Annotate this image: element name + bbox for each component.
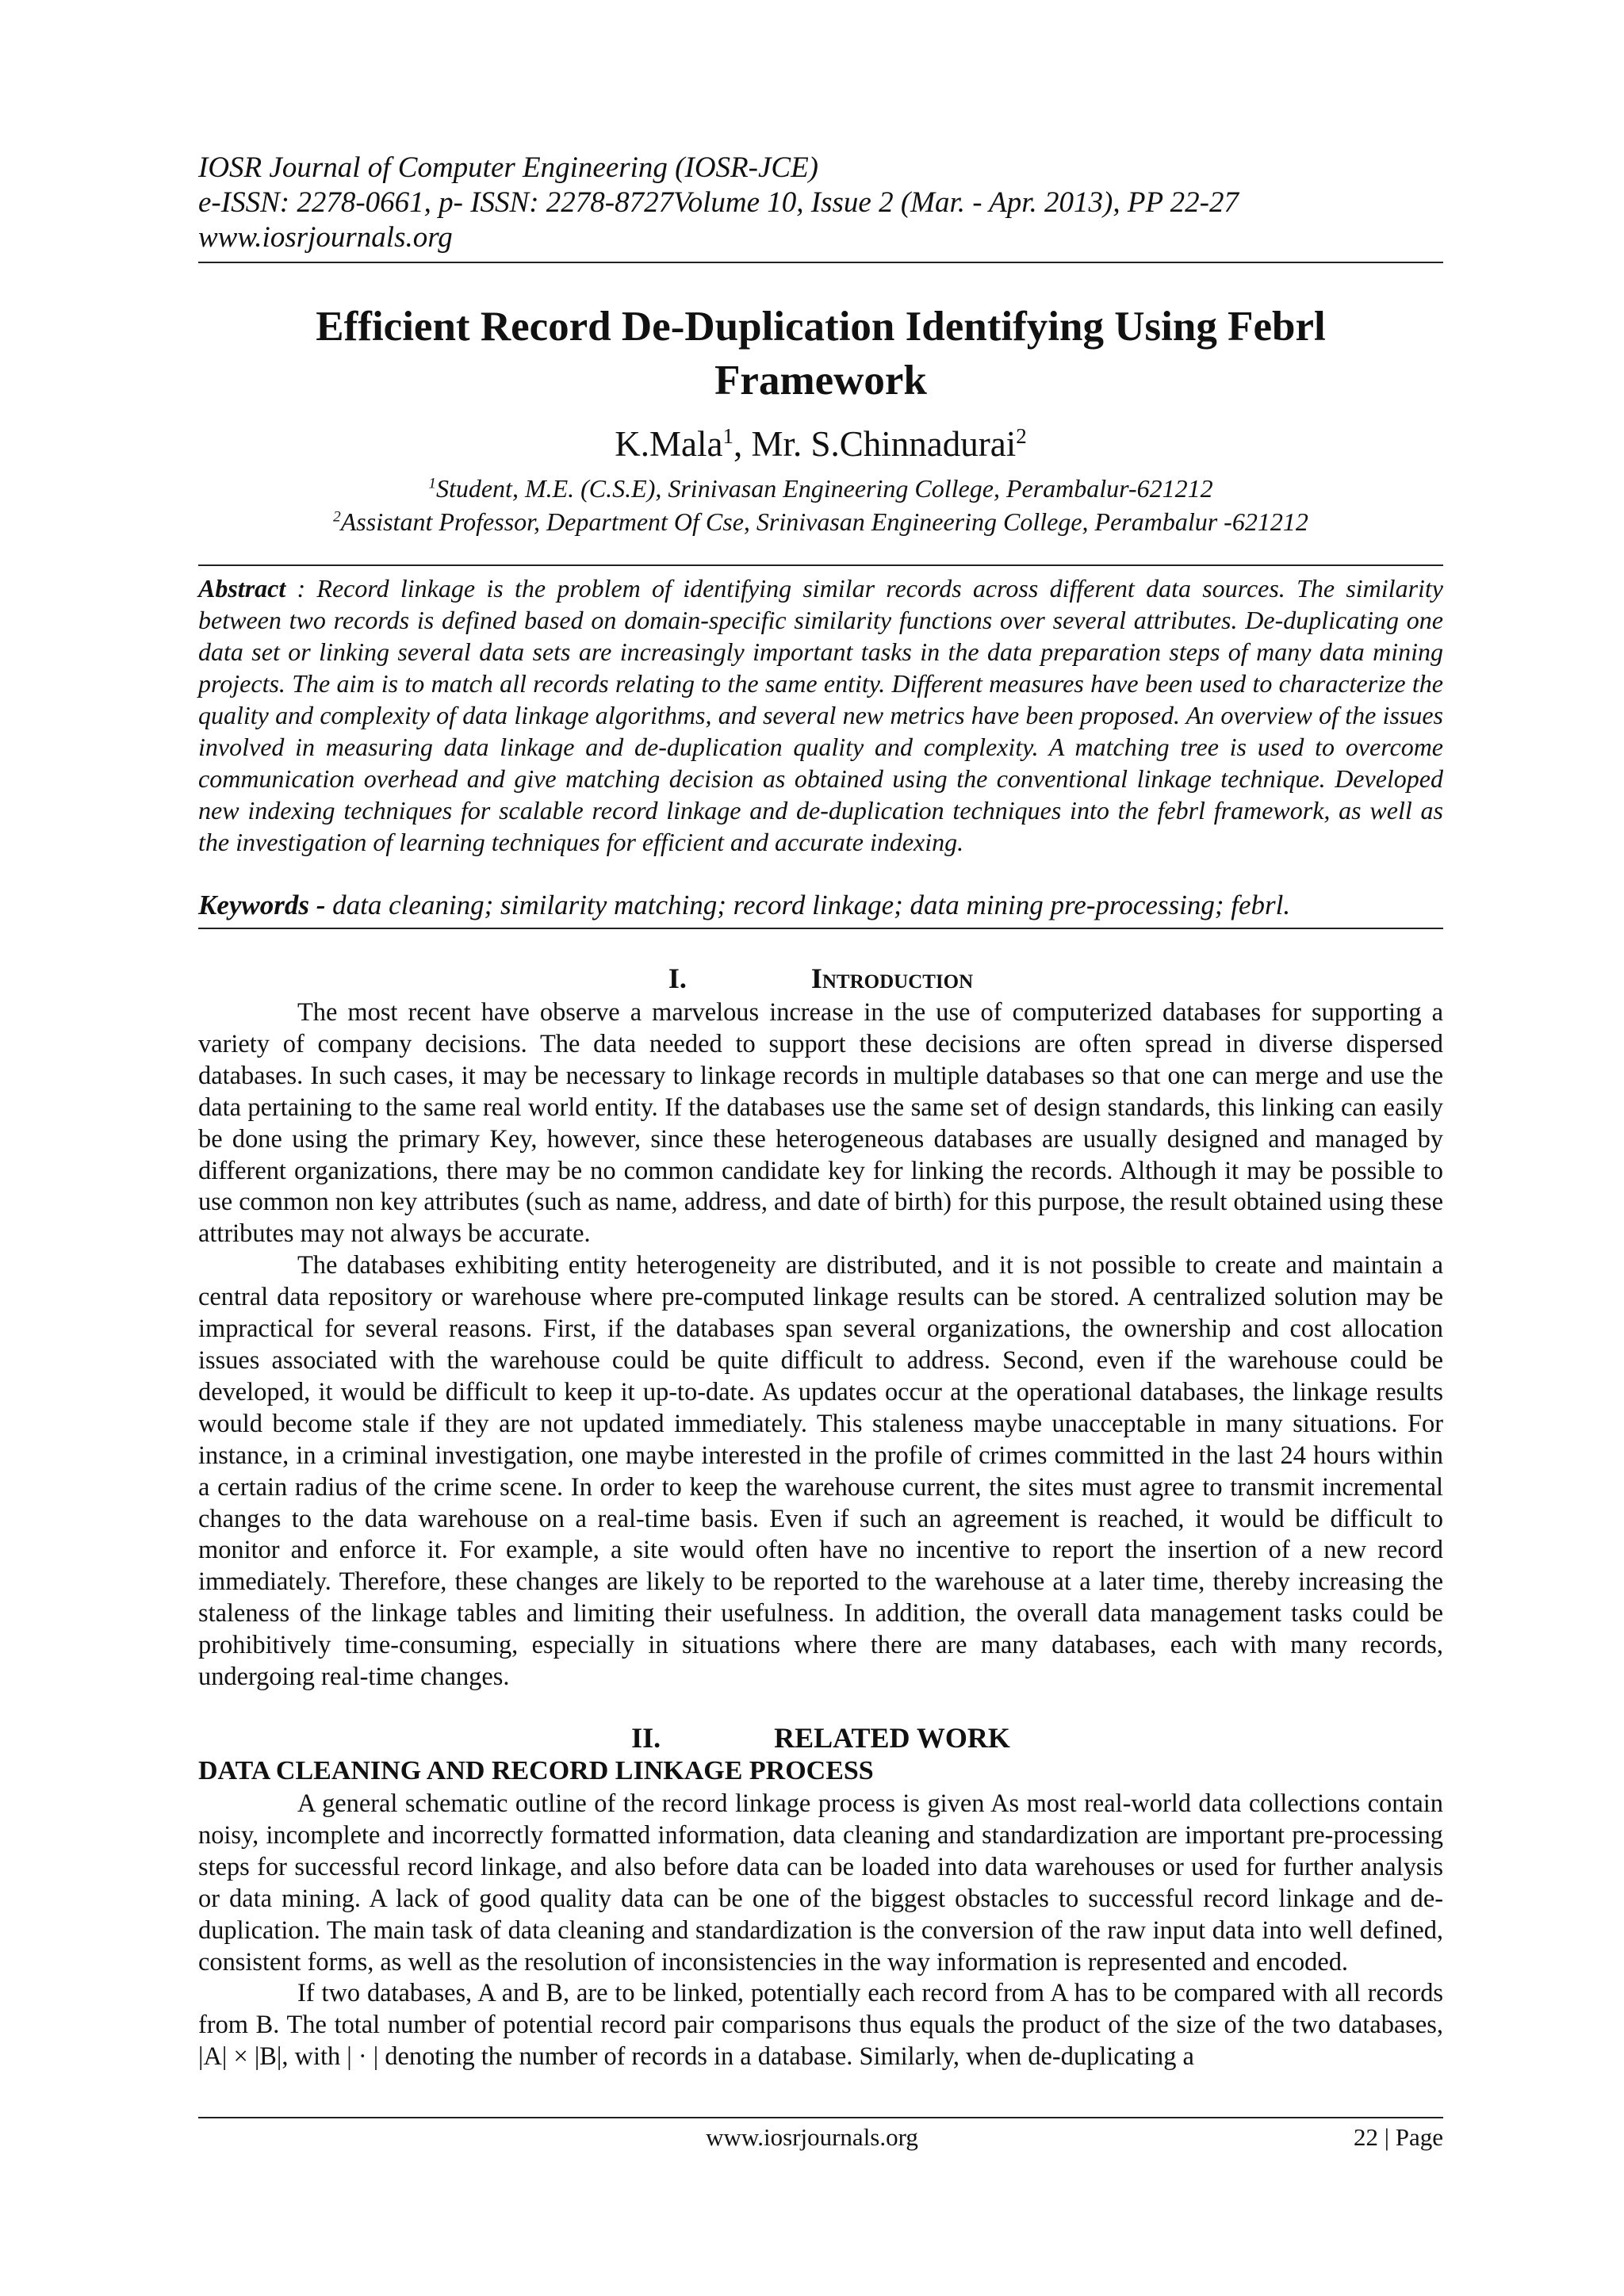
journal-issn: e-ISSN: 2278-0661, p- ISSN: 2278-8727Volume 10, Issue 2 (Mar. - Apr. 2013), PP 22-27 [198, 186, 1239, 219]
paper-title [198, 300, 1443, 408]
abstract-text: Record linkage is the problem of identifying similar records across different data sources. The similarity between two records is defined based on domain-specific similarity functions over several attributes. De-duplicating one data set or linking several data sets are increasingly important tasks in the data preparation steps of many data mining projects. The aim is to match all records relating to the same entity. Different measures have been used to characterize the quality and complexity of data linkage algorithms, and several new metrics have been proposed. An overview of the issues involved in measuring data linkage and de-duplication quality and complexity. A matching tree is used to overcome communication overhead and give matching decision as obtained using the conventional linkage technique. Developed new indexing techniques for scalable record linkage and de-duplication techniques into the febrl framework, as well as the investigation of learning techniques for efficient and accurate indexing. [198, 574, 1444, 856]
footer-website: www.iosrjournals.org [706, 2123, 918, 2151]
section-title: Introduction [810, 962, 974, 994]
journal-website: www.iosrjournals.org [198, 221, 453, 254]
abstract-label: Abstract [198, 574, 286, 603]
header-rule [198, 262, 1443, 263]
journal-name: IOSR Journal of Computer Engineering (IOSR-JCE) [198, 151, 818, 184]
author-affil-mark: 2 [1016, 424, 1027, 448]
author-name: K.Mala [615, 424, 723, 464]
abstract [198, 572, 1443, 858]
author-list [198, 422, 1443, 466]
related-work-body [198, 1789, 1443, 2073]
paragraph: The databases exhibiting entity heterogeneity are distributed, and it is not possible to create and maintain a central data repository or warehouse where pre-computed linkage results can be stored. A centralized solution may be impractical for several reasons. First, if the databases span several organizations, the ownership and cost allocation issues associated with the warehouse could be quite difficult to address. Second, even if the warehouse could be developed, it would be difficult to keep it up-to-date. As updates occur at the operational databases, the linkage results would become stale if they are not updated immediately. This staleness maybe unacceptable in many situations. For instance, in a criminal investigation, one maybe interested in the profile of crimes committed in the last 24 hours within a certain radius of the crime scene. In order to keep the warehouse current, the sites must agree to transmit incremental changes to the data warehouse on a real-time basis. Even if such an agreement is reached, it would be difficult to monitor and enforce it. For example, a site would often have no incentive to report the insertion of a new record immediately. Therefore, these changes are likely to be reported to the warehouse at a later time, thereby increasing the staleness of the linkage tables and limiting their usefulness. In addition, the overall data management tasks could be prohibitively time-consuming, especially in situations where there are many databases, each with many records, undergoing real-time changes. [198, 1251, 1443, 1692]
paragraph: A general schematic outline of the record linkage process is given As most real-world data collections contain noisy, incomplete and incorrectly formatted information, data cleaning and standardization are important pre-processing steps for successful record linkage, and also before data can be loaded into data warehouses or used for further analysis or data mining. A lack of good quality data can be one of the biggest obstacles to successful record linkage and de-duplication. The main task of data cleaning and standardization is the conversion of the raw input data into well defined, consistent forms, as well as the resolution of inconsistencies in the way information is represented and encoded. [198, 1789, 1443, 1976]
section-number: I. [668, 962, 687, 994]
introduction-body [198, 997, 1443, 1693]
section-title: RELATED WORK [774, 1722, 1010, 1754]
journal-header [198, 151, 1443, 255]
footer-rule [198, 2117, 1443, 2118]
section-heading-related-work [198, 1720, 1443, 1755]
section-number: II. [631, 1722, 661, 1754]
subsection-heading: DATA CLEANING AND RECORD LINKAGE PROCESS [198, 1756, 874, 1785]
keywords-label: Keywords - [198, 890, 326, 920]
abstract-bottom-rule [198, 928, 1443, 929]
paragraph: If two databases, A and B, are to be linked, potentially each record from A has to be compared with all records from B. The total number of potential record pair comparisons thus equals the product of the size of the two databases, |A| × |B|, with | · | denoting the number of records in a database. Similarly, when de-duplicating a [198, 1979, 1443, 2072]
author-affil-mark: 1 [722, 424, 733, 448]
section-heading-introduction [198, 961, 1443, 996]
page-number: 22 | Page [1354, 2123, 1443, 2151]
keywords [198, 888, 1443, 923]
abstract-top-rule [198, 564, 1443, 566]
keywords-text: data cleaning; similarity matching; record linkage; data mining pre-processing; febrl. [325, 890, 1291, 920]
title-line-1: Efficient Record De-Duplication Identifying Using Febrl [316, 304, 1326, 350]
affil-mark: 2 [333, 508, 341, 526]
affil-mark: 1 [428, 475, 436, 492]
affiliation-2 [198, 506, 1443, 538]
abstract-separator: : [285, 574, 317, 603]
affil-text: Assistant Professor, Department Of Cse, Srinivasan Engineering College, Perambalur -621212 [340, 507, 1308, 536]
title-line-2: Framework [714, 358, 927, 404]
author-separator: , [733, 424, 752, 464]
affil-text: Student, M.E. (C.S.E), Srinivasan Engineering College, Perambalur-621212 [435, 474, 1213, 503]
affiliation-1 [198, 473, 1443, 504]
author-name: Mr. S.Chinnadurai [751, 424, 1017, 464]
paragraph: The most recent have observe a marvelous increase in the use of computerized databases for supporting a variety of company decisions. The data needed to support these decisions are often spread in diverse dispersed databases. In such cases, it may be necessary to linkage records in multiple databases so that one can merge and use the data pertaining to the same real world entity. If the databases use the same set of design standards, this linking can easily be done using the primary Key, however, since these heterogeneous databases are usually designed and managed by different organizations, there may be no common candidate key for linking the records. Although it may be possible to use common non key attributes (such as name, address, and date of birth) for this purpose, the result obtained using these attributes may not always be accurate. [198, 998, 1443, 1249]
